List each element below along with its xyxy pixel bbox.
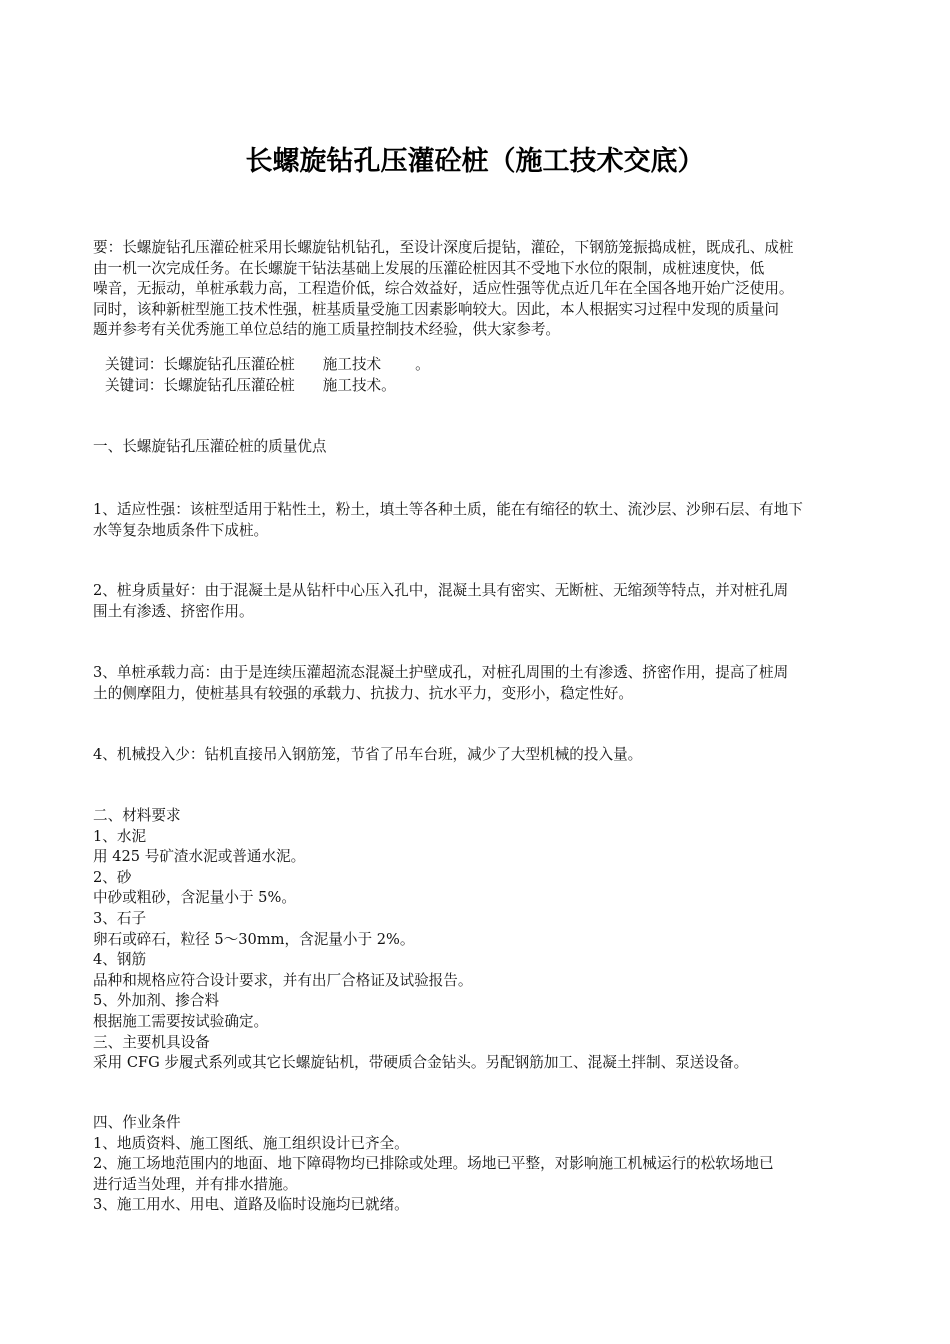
list-item: 1、地质资料、施工图纸、施工组织设计已齐全。 — [93, 1134, 409, 1152]
list-item: 中砂或粗砂，含泥量小于 5%。 — [93, 889, 296, 907]
keywords-block — [93, 355, 861, 396]
list-item: 品种和规格应符合设计要求，并有出厂合格证及试验报告。 — [93, 971, 473, 989]
paragraph-line: 4、机械投入少：钻机直接吊入钢筋笼，节省了吊车台班，减少了大型机械的投入量。 — [93, 746, 643, 763]
section-heading — [93, 437, 861, 458]
keywords-line — [93, 355, 861, 376]
list-item: 用 425 号矿渣水泥或普通水泥。 — [93, 848, 306, 866]
paragraph-line: 1、适应性强：该桩型适用于粘性土，粉土，填土等各种土质，能在有缩径的软土、流沙层、沙卵石层、有地下 — [93, 501, 803, 518]
list-item: 采用 CFG 步履式系列或其它长螺旋钻机，带硬质合金钻头。另配钢筋加工、混凝土拌制、泵送设备。 — [93, 1054, 749, 1072]
keyword: 施工技术 — [322, 356, 382, 373]
list-item: 4、钢筋 — [93, 951, 147, 969]
section-1-heading: 一、长螺旋钻孔压灌砼桩的质量优点 — [93, 438, 327, 455]
paragraph-line: 2、桩身质量好：由于混凝土是从钻杆中心压入孔中，混凝土具有密实、无断桩、无缩颈等特点，并对桩孔周 — [93, 582, 789, 599]
section-1-paragraph-1 — [93, 500, 861, 541]
list-item: 5、外加剂、掺合料 — [93, 992, 220, 1010]
abstract-paragraph — [93, 238, 861, 341]
section-2-block — [93, 806, 861, 1074]
abstract-line: 噪音，无振动，单桩承载力高，工程造价低，综合效益好，适应性强等优点近几年在全国各地开始广泛使用。 — [93, 280, 794, 298]
keyword: 长螺旋钻孔压灌砼桩 — [163, 356, 295, 373]
section-1-paragraph-3 — [93, 663, 861, 704]
paragraph-line: 围土有渗透、挤密作用。 — [93, 602, 254, 620]
abstract-line: 同时，该种新桩型施工技术性强，桩基质量受施工因素影响较大。因此，本人根据实习过程中发现的质量问 — [93, 300, 779, 318]
keywords-label: 关键词： — [105, 356, 164, 373]
list-item: 1、水泥 — [93, 827, 147, 845]
list-item: 根据施工需要按试验确定。 — [93, 1012, 269, 1030]
paragraph-line: 水等复杂地质条件下成桩。 — [93, 521, 269, 539]
section-3-heading: 三、主要机具设备 — [93, 1033, 210, 1051]
list-item: 进行适当处理，并有排水措施。 — [93, 1175, 298, 1193]
section-2-heading: 二、材料要求 — [93, 807, 181, 824]
section-4-heading: 四、作业条件 — [93, 1114, 181, 1131]
list-item: 2、施工场地范围内的地面、地下障碍物均已排除或处理。场地已平整，对影响施工机械运行的松软场地已 — [93, 1155, 774, 1173]
keyword: 施工技术。 — [322, 376, 396, 394]
keywords-label: 关键词： — [105, 376, 164, 394]
section-1-paragraph-4 — [93, 745, 861, 766]
paragraph-line: 土的侧摩阻力，使桩基具有较强的承载力、抗拔力、抗水平力，变形小，稳定性好。 — [93, 684, 633, 702]
section-4-block — [93, 1113, 861, 1216]
abstract-line: 由一机一次完成任务。在长螺旋干钻法基础上发展的压灌砼桩因其不受地下水位的限制，成桩速度快，低 — [93, 259, 765, 277]
keywords-tail: 。 — [415, 356, 430, 373]
list-item: 3、石子 — [93, 909, 147, 927]
paragraph-line: 3、单桩承载力高：由于是连续压灌超流态混凝土护壁成孔，对桩孔周围的土有渗透、挤密作用，提高了桩周 — [93, 664, 789, 681]
keywords-line — [93, 376, 861, 397]
section-1-paragraph-2 — [93, 581, 861, 622]
document-title: 长螺旋钻孔压灌砼桩（施工技术交底） — [245, 146, 705, 177]
keyword: 长螺旋钻孔压灌砼桩 — [163, 376, 295, 394]
abstract-line: 题并参考有关优秀施工单位总结的施工质量控制技术经验，供大家参考。 — [93, 321, 561, 339]
abstract-line: 要：长螺旋钻孔压灌砼桩采用长螺旋钻机钻孔，至设计深度后提钻，灌砼，下钢筋笼振捣成桩，既成孔、成桩 — [93, 239, 794, 256]
list-item: 3、施工用水、用电、道路及临时设施均已就绪。 — [93, 1196, 409, 1214]
list-item: 2、砂 — [93, 868, 132, 886]
list-item: 卵石或碎石，粒径 5～30mm，含泥量小于 2%。 — [93, 930, 415, 948]
